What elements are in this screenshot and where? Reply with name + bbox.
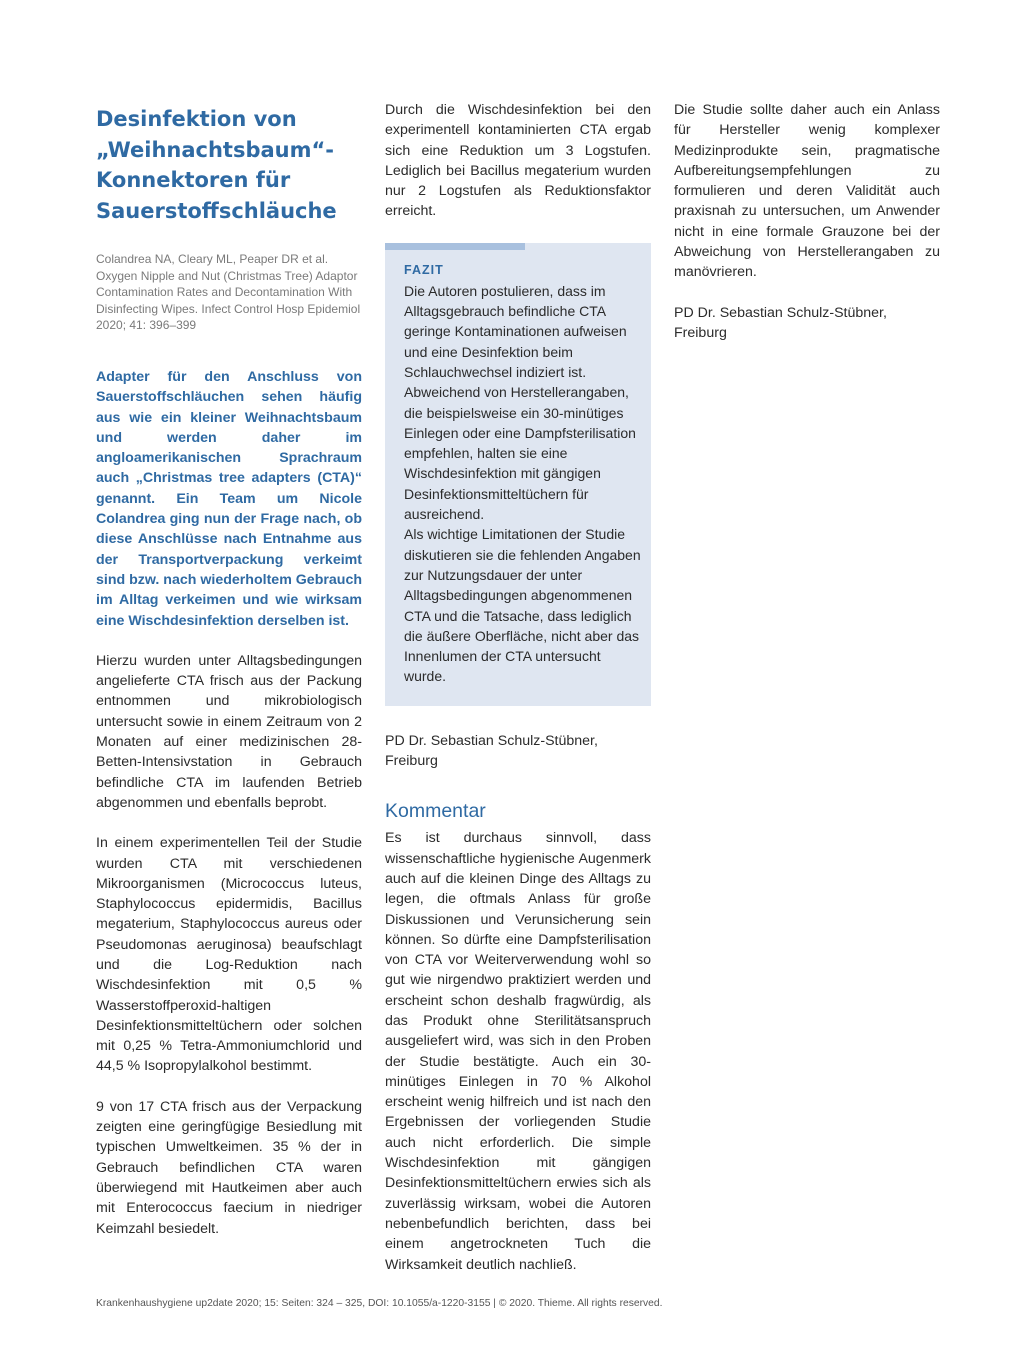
page-footer: Krankenhaushygiene up2date 2020; 15: Seiten: 324 – 325, DOI: 10.1055/a-1220-3155 | © 2020. Thieme. All rights reserved. — [96, 1298, 663, 1309]
kommentar-author: PD Dr. Sebastian Schulz-Stübner, Freiburg — [674, 304, 887, 341]
kommentar-heading: Kommentar — [385, 800, 486, 823]
kommentar-paragraph: Es ist durchaus sinnvoll, dass wissenschaftliche hygienische Augenmerk auch auf die kleinen Dinge des Alltags zu legen, die oftmals Anlass für große Diskussionen und Verunsicherung sein können. So dürfte eine Dampfsterilisation von CTA vor Weiterverwendung wohl so gut wie nirgendwo praktiziert werden und erscheint schon deshalb fragwürdig, als das Produkt ohne Sterilitätsanspruch ausgeliefert wird, was sich in den Proben der Studie bestätigte. Auch ein 30-minütiges Einlegen in 70 % Alkohol erscheint wenig hilfreich und ist nach den Ergebnissen der vorliegenden Studie auch nicht erforderlich. Die simple Wischdesinfektion mit gängigen Desinfektionsmitteltüchern erwies sich als zuverlässig wirksam, wobei die Autoren nebenbefundlich berichten, dass bei einem angetrockneten Tuch die Wirksamkeit deutlich nachließ. — [385, 830, 651, 1273]
article-citation: Colandrea NA, Cleary ML, Peaper DR et al. Oxygen Nipple and Nut (Christmas Tree) Adaptor Contamination Rates and Decontamination With Disinfecting Wipes. Infect Control Hosp Epidemiol 2020; 41: 396–399 — [96, 252, 361, 333]
fazit-text: Die Autoren postulieren, dass im Alltagsgebrauch befindliche CTA geringe Kontaminationen aufweisen und eine Desinfektion beim Schlauchwechsel indiziert ist. Abweichend von Herstellerangaben, die beispielsweise ein 30-minütiges Einlegen oder eine Dampfsterilisation empfehlen, halten sie eine Wischdesinfektion mit gängigen Desinfektionsmitteltüchern für ausreichend. — [404, 282, 636, 523]
article-lead: Adapter für den Anschluss von Sauerstoffschläuchen sehen häufig aus wie ein kleiner Weihnachtsbaum und werden daher im angloamerikanischen Sprachraum auch „Christmas tree adapters (CTA)“ genannt. Ein Team um Nicole Colandrea ging nun der Frage nach, ob diese Anschlüsse nach Entnahme aus der Transportverpackung verkeimt sind bzw. nach wiederholtem Gebrauch im Alltag verkeimen und wie wirksam eine Wischdesinfektion derselben ist. — [96, 368, 362, 629]
fazit-accent-bar — [385, 243, 525, 250]
kommentar-paragraph: Die Studie sollte daher auch ein Anlass für Hersteller wenig komplexer Medizinprodukte sein, pragmatische Aufbereitungsempfehlungen zu formulieren und deren Validität auch praxisnah zu untersuchen, um Anwender nicht in eine formale Grauzone bei der Abweichung von Herstellerangaben zu manövrieren. — [674, 102, 940, 281]
article-paragraph: 9 von 17 CTA frisch aus der Verpackung zeigten eine geringfügige Besiedlung mit typischen Umweltkeimen. 35 % der in Gebrauch befindlichen CTA waren überwiegend mit Hautkeimen aber auch mit Enterococcus faecium in niedriger Keimzahl besiedelt. — [96, 1098, 362, 1237]
column-right — [674, 100, 940, 343]
article-author: PD Dr. Sebastian Schulz-Stübner, Freiburg — [385, 732, 598, 770]
article-title: Desinfektion von „Weihnachtsbaum“-Konnektoren für Sauerstoffschläuche — [96, 107, 337, 223]
fazit-text: Als wichtige Limitationen der Studie diskutieren sie die fehlenden Angaben zur Nutzungsdauer der unter Alltagsbedingungen abgenommenen CTA und die Tatsache, dass lediglich die äußere Oberfläche, nicht aber das Innenlumen der CTA untersucht wurde. — [404, 526, 641, 685]
article-paragraph: Durch die Wischdesinfektion bei den experimentell kontaminierten CTA ergab sich eine Reduktion um 3 Logstufen. Lediglich bei Bacillus megaterium wurden nur 2 Logstufen als Reduktionsfaktor erreicht. — [385, 102, 651, 220]
article-paragraph: Hierzu wurden unter Alltagsbedingungen angelieferte CTA frisch aus der Packung entnommen und mikrobiologisch untersucht sowie in einem Zeitraum von 2 Monaten auf einer medizinischen 28-Betten-Intensivstation in Gebrauch befindliche CTA im laufenden Betrieb abgenommen und ebenfalls beprobt. — [96, 652, 362, 811]
column-middle — [385, 100, 651, 1275]
fazit-box — [385, 243, 651, 706]
fazit-title: FAZIT — [404, 262, 444, 277]
article-paragraph: In einem experimentellen Teil der Studie wurden CTA mit verschiedenen Mikroorganismen (Micrococcus luteus, Staphylococcus epidermidis, Bacillus megaterium, Staphylococcus aureus oder Pseudomonas aeruginosa) beaufschlagt und die Log-Reduktion nach Wischdesinfektion mit 0,5 % Wasserstoffperoxid-haltigen Desinfektionsmitteltüchern oder solchen mit 0,25 % Tetra-Ammoniumchlorid und 44,5 % Isopropylalkohol bestimmt. — [96, 835, 362, 1075]
column-left — [96, 100, 362, 1239]
